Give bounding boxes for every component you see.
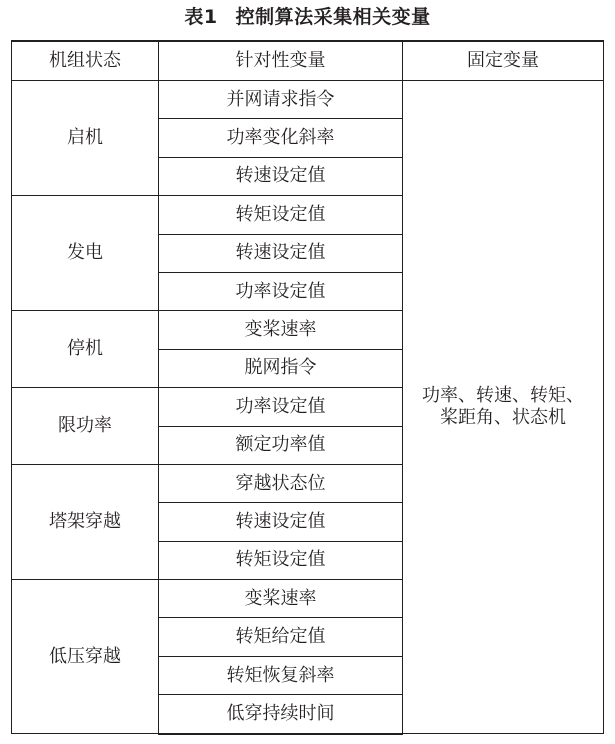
state-cell: 启机 (12, 81, 159, 196)
header-specific-variables: 针对性变量 (159, 41, 403, 81)
fixed-variables-line: 功率、转速、转矩、 (422, 385, 584, 407)
table-caption (0, 4, 615, 30)
state-cell: 低压穿越 (12, 580, 159, 734)
header-unit-state: 机组状态 (12, 41, 159, 81)
variable-cell: 功率设定值 (159, 388, 403, 426)
table-title: 控制算法采集相关变量 (235, 6, 431, 28)
variable-cell: 功率设定值 (159, 272, 403, 310)
header-fixed-variables: 固定变量 (403, 41, 604, 81)
state-cell: 发电 (12, 196, 159, 311)
table-row (12, 81, 604, 119)
variable-cell: 功率变化斜率 (159, 119, 403, 157)
table-number: 表1 (184, 6, 218, 28)
variable-cell: 并网请求指令 (159, 81, 403, 119)
variable-cell: 转速设定值 (159, 503, 403, 541)
variable-cell: 穿越状态位 (159, 464, 403, 502)
variable-cell: 转速设定值 (159, 234, 403, 272)
variables-table (11, 40, 604, 735)
variable-cell: 转矩设定值 (159, 541, 403, 579)
variable-cell: 转速设定值 (159, 157, 403, 195)
variable-cell: 转矩设定值 (159, 196, 403, 234)
state-cell: 塔架穿越 (12, 464, 159, 579)
fixed-variables-line: 桨距角、状态机 (440, 407, 566, 429)
header-row (12, 41, 604, 81)
state-cell: 停机 (12, 311, 159, 388)
variable-cell: 转矩恢复斜率 (159, 656, 403, 694)
variable-cell: 额定功率值 (159, 426, 403, 464)
variable-cell: 脱网指令 (159, 349, 403, 387)
fixed-variables-cell (403, 81, 604, 734)
variable-cell: 变桨速率 (159, 311, 403, 349)
variable-cell: 低穿持续时间 (159, 695, 403, 734)
variable-cell: 转矩给定值 (159, 618, 403, 656)
variable-cell: 变桨速率 (159, 580, 403, 618)
state-cell: 限功率 (12, 388, 159, 465)
